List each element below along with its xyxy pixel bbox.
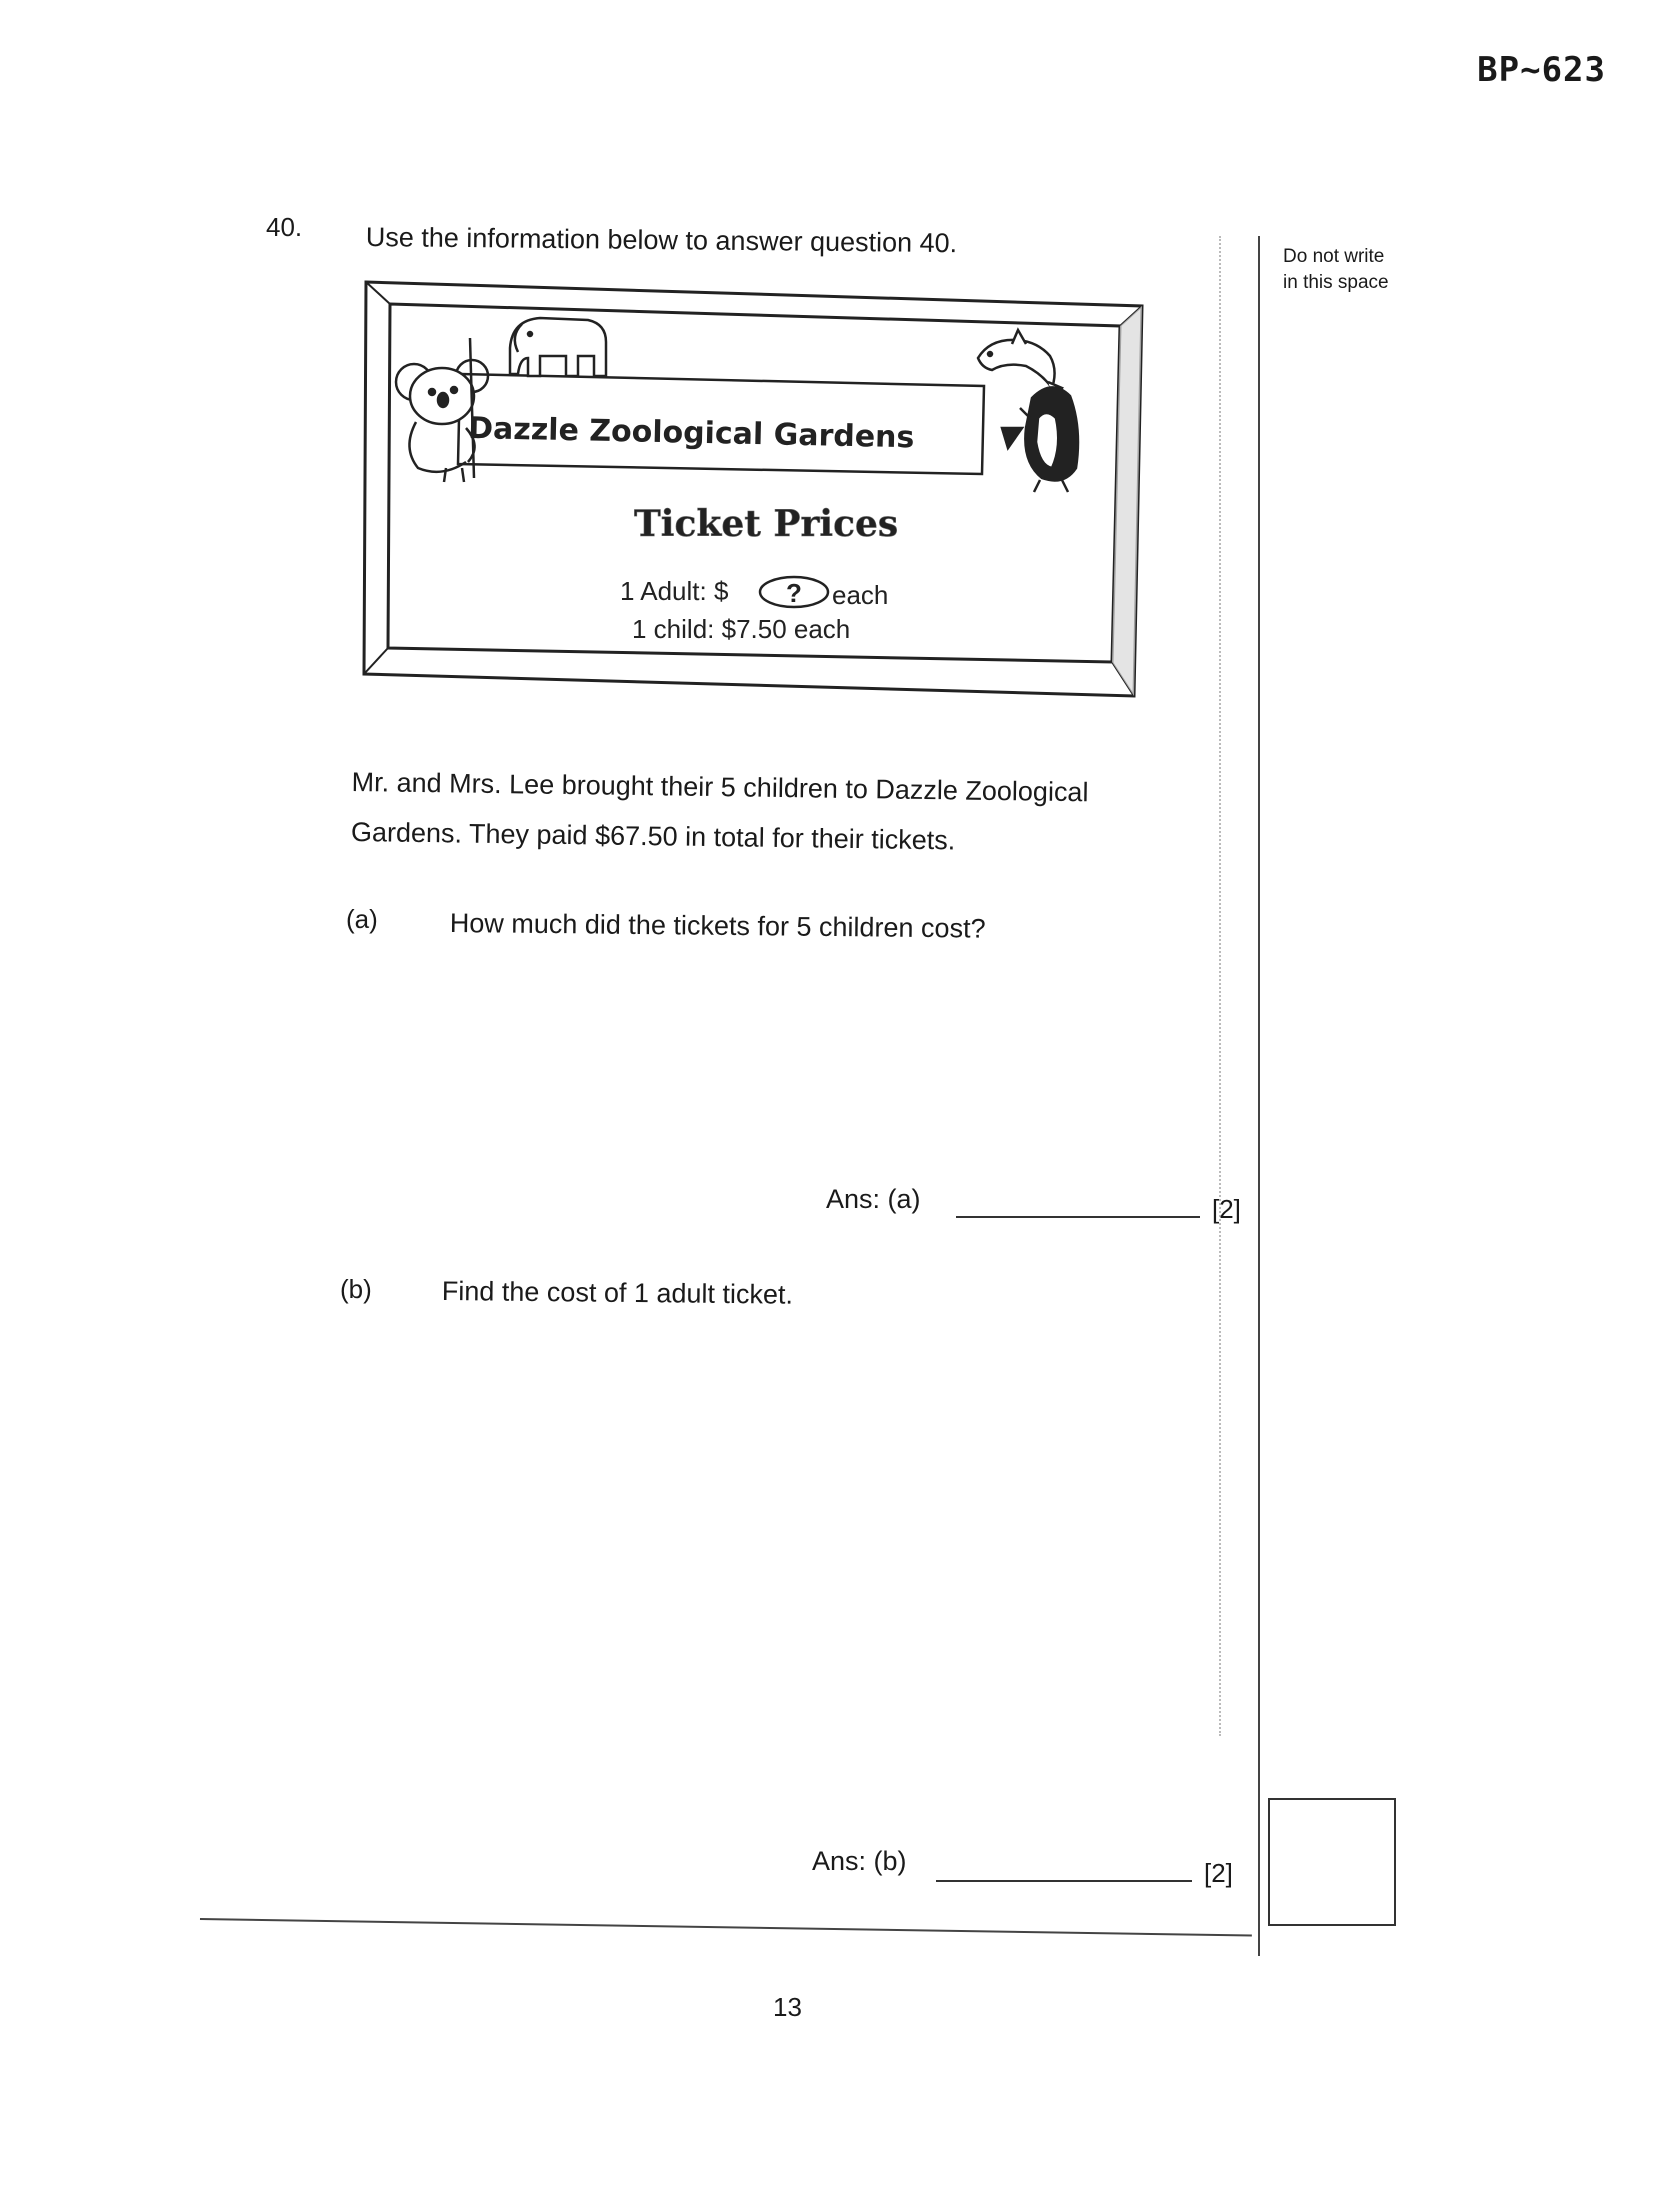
part-a-marks: [2] bbox=[1212, 1194, 1241, 1224]
margin-note-line2: in this space bbox=[1283, 272, 1389, 293]
margin-dotted-rule bbox=[1219, 236, 1221, 1736]
part-a-question: How much did the tickets for 5 children cost? bbox=[449, 908, 986, 944]
score-box bbox=[1268, 1798, 1396, 1926]
part-b-answer-label: Ans: (b) bbox=[812, 1846, 907, 1876]
poster-title: Dazzle Zoological Gardens bbox=[467, 411, 915, 456]
bottom-rule bbox=[200, 1918, 1252, 1937]
question-intro: Use the information below to answer question 40. bbox=[365, 222, 958, 259]
question-context bbox=[351, 757, 1232, 869]
part-a-answer-line[interactable] bbox=[956, 1216, 1200, 1218]
poster-subtitle: Ticket Prices bbox=[634, 503, 899, 545]
adult-price-prefix: 1 Adult: $ bbox=[620, 576, 729, 606]
document-code: BP~623 bbox=[1477, 50, 1606, 90]
margin-rule bbox=[1258, 236, 1260, 1956]
part-b-label: (b) bbox=[340, 1274, 372, 1304]
part-a-answer-label: Ans: (a) bbox=[826, 1184, 921, 1214]
context-line-1: Mr. and Mrs. Lee brought their 5 children to Dazzle Zoological bbox=[351, 766, 1089, 808]
context-line-2: Gardens. They paid $67.50 in total for their tickets. bbox=[350, 816, 956, 856]
child-price-line: 1 child: $7.50 each bbox=[632, 614, 851, 644]
ticket-price-poster bbox=[362, 278, 1154, 700]
part-a-label: (a) bbox=[346, 904, 378, 934]
page-number: 13 bbox=[773, 1992, 802, 2022]
margin-note-line1: Do not write bbox=[1283, 246, 1385, 267]
part-b-answer-line[interactable] bbox=[936, 1880, 1192, 1882]
margin-note bbox=[1283, 244, 1423, 296]
elephant-icon bbox=[510, 318, 606, 376]
adult-price-unknown: ? bbox=[786, 578, 802, 608]
question-number: 40. bbox=[266, 212, 303, 242]
part-b-marks: [2] bbox=[1204, 1858, 1233, 1888]
penguin-icon bbox=[1002, 387, 1078, 492]
adult-price-suffix: each bbox=[832, 580, 889, 610]
part-b-question: Find the cost of 1 adult ticket. bbox=[441, 1276, 794, 1310]
